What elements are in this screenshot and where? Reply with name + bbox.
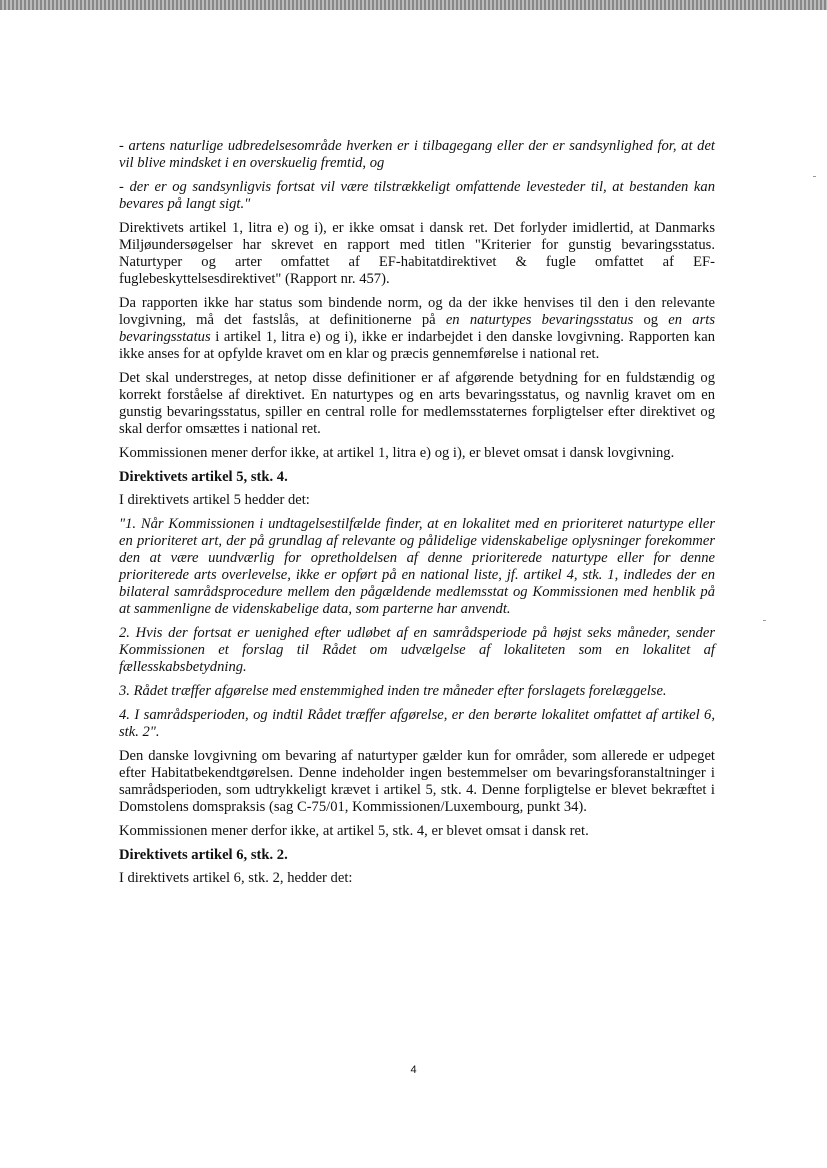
paragraph-art6-intro: I direktivets artikel 6, stk. 2, hedder det: bbox=[119, 870, 353, 886]
paragraph-danish-legislation: Den danske lovgivning om bevaring af naturtyper gælder kun for områder, som allerede er udpeget efter Habitatbekendtgørelsen. Denne indeholder ingen bestemmelser om bevaringsforanstaltninger i samrådsperioden, som udtrykkeligt krævet i artikel 5, stk. 4. Denne forpligtelse er blevet bekræftet i Domstolens domspraksis (sag C-75/01, Kommissionen/Luxembourg, punkt 34). bbox=[119, 748, 715, 815]
heading-art6-stk2: Direktivets artikel 6, stk. 2. bbox=[119, 847, 288, 863]
document-page bbox=[119, 138, 715, 894]
heading-art5-stk4: Direktivets artikel 5, stk. 4. bbox=[119, 469, 288, 485]
quote-bullet-2: - der er og sandsynligvis fortsat vil være tilstrækkeligt omfattende levesteder til, at bestanden kan bevares på langt sigt." bbox=[119, 179, 715, 212]
scan-speck bbox=[813, 176, 816, 177]
quote-art5-3: 3. Rådet træffer afgørelse med enstemmighed inden tre måneder efter forslagets forelæggelse. bbox=[119, 683, 667, 699]
paragraph-report-status: Da rapporten ikke har status som bindende norm, og da der ikke henvises til den i den relevante lovgivning, må det fastslås, at definitionerne på en naturtypes bevaringsstatus og en arts bevaringsstatus i artikel 1, litra e) og i), ikke er indarbejdet i den danske lovgivning. Rapporten kan ikke anses for at opfylde kravet om en klar og præcis gennemførelse i national ret. bbox=[119, 295, 715, 362]
quote-art5-4: 4. I samrådsperioden, og indtil Rådet træffer afgørelse, er den berørte lokalitet omfattet af artikel 6, stk. 2". bbox=[119, 707, 715, 740]
paragraph-art1-not-transposed: Direktivets artikel 1, litra e) og i), er ikke omsat i dansk ret. Det forlyder imidlertid, at Danmarks Miljøundersøgelser har skrevet en rapport med titlen "Kriterier for gunstig bevaringsstatus. Naturtyper og arter omfattet af EF-habitatdirektivet & fugle omfattet af EF-fuglebeskyttelsesdirektivet" (Rapport nr. 457). bbox=[119, 220, 715, 287]
paragraph-conclusion-art5: Kommissionen mener derfor ikke, at artikel 5, stk. 4, er blevet omsat i dansk ret. bbox=[119, 823, 589, 839]
scan-speck bbox=[763, 620, 766, 621]
quote-art5-1: "1. Når Kommissionen i undtagelsestilfælde finder, at en lokalitet med en prioriteret naturtype eller en prioriteret art, der på grundlag af relevante og pålidelige videnskabelige oplysninger forekommer den at være uundværlig for opretholdelsen af denne prioriterede naturtype eller for denne prioriterede arts overlevelse, ikke er opført på en national liste, jf. artikel 4, stk. 1, indledes der en bilateral samrådsprocedure mellem den pågældende medlemsstat og Kommissionen med henblik på at sammenligne de videnskabelige data, som parterne har anvendt. bbox=[119, 516, 715, 617]
quote-bullet-1: - artens naturlige udbredelsesområde hverken er i tilbagegang eller der er sandsynlighed for, at det vil blive mindsket i en overskuelig fremtid, og bbox=[119, 138, 715, 171]
quote-art5-2: 2. Hvis der fortsat er uenighed efter udløbet af en samrådsperiode på højst seks måneder, sender Kommissionen et forslag til Rådet om udvælgelse af lokaliteten som en lokalitet af fællesskabsbetydning. bbox=[119, 625, 715, 675]
paragraph-conclusion-art1: Kommissionen mener derfor ikke, at artikel 1, litra e) og i), er blevet omsat i dansk lovgivning. bbox=[119, 445, 675, 461]
paragraph-art5-intro: I direktivets artikel 5 hedder det: bbox=[119, 492, 310, 508]
scan-edge-artifact bbox=[0, 0, 827, 10]
paragraph-definitions-importance: Det skal understreges, at netop disse definitioner er af afgørende betydning for en fuldstændig og korrekt forståelse af direktivet. En naturtypes og en arts bevaringsstatus, og navnlig kravet om en gunstig bevaringsstatus, spiller en central rolle for medlemsstaternes forpligtelser efter direktivet og skal derfor omsættes i national ret. bbox=[119, 370, 715, 437]
page-number: 4 bbox=[410, 1064, 417, 1076]
